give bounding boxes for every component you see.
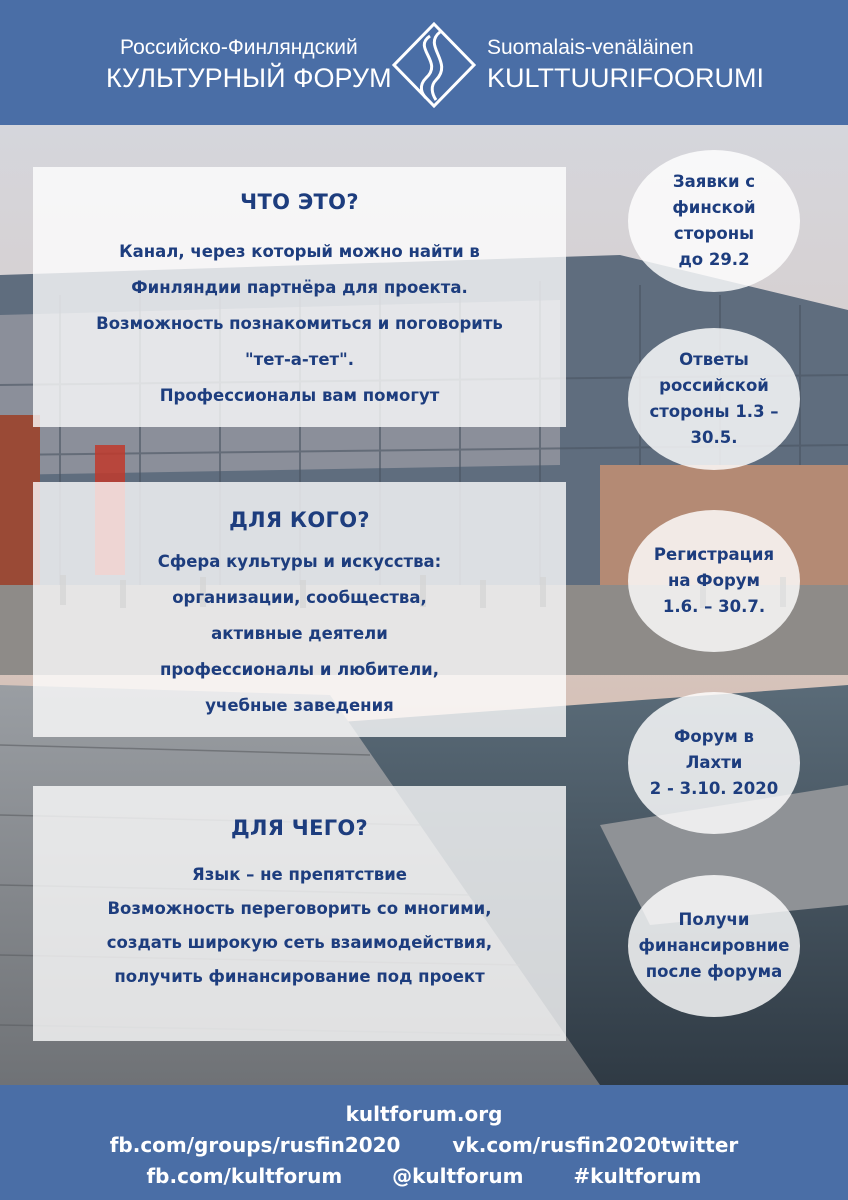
timeline-text-line: 1.6. – 30.7. [662, 597, 766, 616]
section-text-line: Финляндии партнёра для проекта. [131, 278, 468, 297]
section-text-line: Сфера культуры и искусства: [157, 552, 442, 571]
section-text-line: Язык – не препятствие [192, 865, 407, 884]
timeline-text-line: Форум в [674, 727, 754, 746]
header-finnish-subtitle: Suomalais-venäläinen [487, 36, 694, 59]
section-text-line: Возможность переговорить со многими, [107, 899, 492, 918]
website-link[interactable]: kultforum.org [345, 1102, 503, 1126]
hashtag[interactable]: #kultforum [573, 1164, 702, 1188]
timeline-step-registration [628, 510, 800, 652]
timeline-text-line: Ответы [679, 350, 749, 369]
timeline-text-line: до 29.2 [678, 250, 750, 269]
timeline-text-line: финансировние [638, 936, 790, 955]
facebook-group-link[interactable]: fb.com/groups/rusfin2020 [109, 1133, 401, 1157]
timeline-text-line: Получи [678, 910, 750, 929]
section-what-for [33, 786, 566, 1041]
section-text-line: "тет-а-тет". [245, 350, 354, 369]
vk-link[interactable]: vk.com/rusfin2020twitter [452, 1133, 739, 1157]
timeline-text-line: после форума [645, 962, 783, 981]
timeline-step-funding [628, 875, 800, 1017]
timeline-step-forum [628, 692, 800, 834]
timeline-text-line: на Форум [667, 571, 760, 590]
header-banner [0, 0, 848, 125]
header-russian-subtitle: Российско-Финляндский [120, 36, 358, 59]
section-text-line: активные деятели [211, 624, 388, 643]
forum-logo-icon [392, 22, 476, 108]
section-text-line: получить финансирование под проект [114, 967, 485, 986]
timeline-text-line: Заявки с [672, 172, 756, 191]
section-text-line: профессионалы и любители, [159, 660, 440, 679]
section-title: ДЛЯ ЧЕГО? [230, 816, 369, 840]
timeline-text-line: Лахти [685, 753, 743, 772]
facebook-page-link[interactable]: fb.com/kultforum [146, 1164, 343, 1188]
section-text-line: Профессионалы вам помогут [159, 386, 440, 405]
timeline-text-line: Регистрация [653, 545, 775, 564]
section-text-line: Канал, через который можно найти в [119, 242, 480, 261]
section-what-is-it [33, 167, 566, 427]
social-handle[interactable]: @kultforum [392, 1164, 524, 1188]
section-for-whom [33, 482, 566, 737]
timeline-text-line: 2 - 3.10. 2020 [649, 779, 779, 798]
timeline-text-line: стороны 1.3 – [649, 402, 779, 421]
section-title: ЧТО ЭТО? [240, 190, 359, 214]
header-russian-title: КУЛЬТУРНЫЙ ФОРУМ [106, 63, 392, 93]
section-text-line: Возможность познакомиться и поговорить [96, 314, 503, 333]
section-text-line: учебные заведения [205, 696, 394, 715]
header-finnish-title: KULTTUURIFOORUMI [487, 63, 764, 93]
timeline-text-line: стороны [673, 224, 755, 243]
section-text-line: создать широкую сеть взаимодействия, [106, 933, 493, 952]
section-title: ДЛЯ КОГО? [229, 508, 370, 532]
timeline-step-responses [628, 328, 800, 470]
timeline-text-line: российской [659, 376, 769, 395]
footer-banner [0, 1085, 848, 1200]
timeline-step-applications [628, 150, 800, 292]
timeline-text-line: 30.5. [690, 428, 738, 447]
section-text-line: организации, сообщества, [172, 588, 427, 607]
timeline-text-line: финской [672, 198, 756, 217]
